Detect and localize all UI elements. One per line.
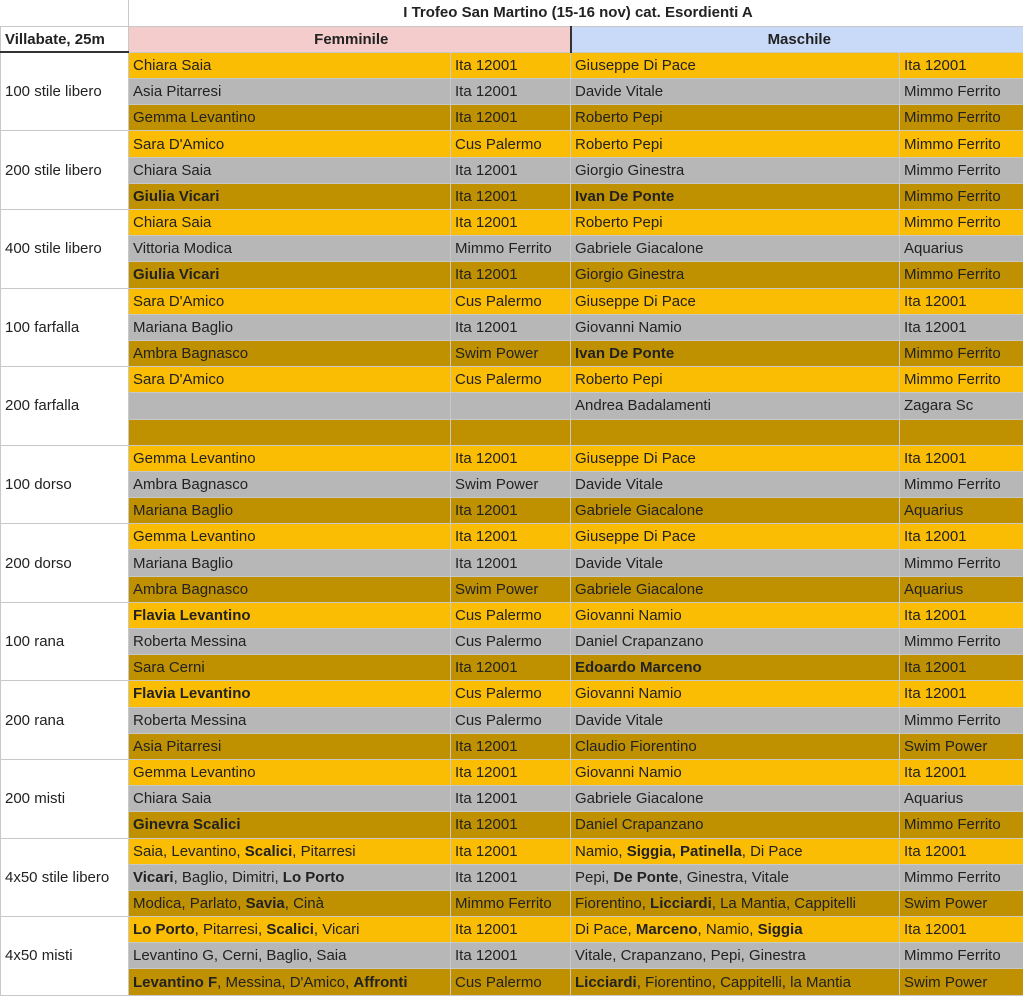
event-name-cell[interactable]: 200 farfalla xyxy=(1,367,129,446)
male-athlete-cell[interactable] xyxy=(571,550,900,576)
female-club-cell[interactable]: Ita 12001 xyxy=(451,759,571,785)
female-club-cell[interactable]: Ita 12001 xyxy=(451,812,571,838)
female-athlete-cell[interactable] xyxy=(129,288,451,314)
female-club-cell[interactable]: Swim Power xyxy=(451,340,571,366)
female-athlete-cell[interactable] xyxy=(129,524,451,550)
event-name-cell[interactable]: 100 farfalla xyxy=(1,288,129,367)
table-row xyxy=(1,733,1023,759)
male-club-cell[interactable]: Mimmo Ferrito xyxy=(900,471,1023,497)
table-row xyxy=(1,838,1023,864)
name-text: , Namio, xyxy=(697,921,758,939)
female-club-cell[interactable]: Cus Palermo xyxy=(451,288,571,314)
name-text: Sara D'Amico xyxy=(133,135,225,153)
event-name-cell[interactable]: 4x50 misti xyxy=(1,917,129,996)
name-text: Levantino G, Cerni, Baglio, Saia xyxy=(133,947,347,965)
name-text: Vittoria Modica xyxy=(133,240,232,258)
name-text: Gabriele Giacalone xyxy=(575,502,704,520)
female-club-cell[interactable]: Cus Palermo xyxy=(451,629,571,655)
name-text: Chiara Saia xyxy=(133,56,212,74)
highlighted-name: Giulia Vicari xyxy=(133,266,220,284)
table-row xyxy=(1,864,1023,890)
name-text: Pepi, xyxy=(575,868,614,886)
female-athlete-cell[interactable] xyxy=(129,340,451,366)
name-text: Davide Vitale xyxy=(575,554,664,572)
table-row xyxy=(1,340,1023,366)
name-text: , Messina, D'Amico, xyxy=(217,973,354,991)
name-text: Roberta Messina xyxy=(133,711,247,729)
male-club-cell[interactable]: Ita 12001 xyxy=(900,655,1023,681)
male-club-cell[interactable]: Swim Power xyxy=(900,733,1023,759)
female-athlete-cell[interactable] xyxy=(129,183,451,209)
table-row xyxy=(1,943,1023,969)
female-club-cell[interactable]: Mimmo Ferrito xyxy=(451,890,571,916)
male-athlete-cell[interactable] xyxy=(571,602,900,628)
male-athlete-cell[interactable] xyxy=(571,445,900,471)
highlighted-name: Flavia Levantino xyxy=(133,606,251,624)
name-text: Roberta Messina xyxy=(133,633,247,651)
table-row xyxy=(1,419,1023,445)
female-club-cell[interactable]: Ita 12001 xyxy=(451,105,571,131)
male-club-cell[interactable]: Aquarius xyxy=(900,498,1023,524)
corner-cell[interactable] xyxy=(1,0,129,26)
female-athlete-cell[interactable] xyxy=(129,681,451,707)
event-name-cell[interactable]: 400 stile libero xyxy=(1,210,129,289)
name-text: Mariana Baglio xyxy=(133,554,234,572)
female-athlete-cell[interactable] xyxy=(129,236,451,262)
male-club-cell[interactable]: Mimmo Ferrito xyxy=(900,340,1023,366)
male-club-cell[interactable]: Mimmo Ferrito xyxy=(900,812,1023,838)
male-club-cell[interactable]: Ita 12001 xyxy=(900,759,1023,785)
male-athlete-cell[interactable] xyxy=(571,340,900,366)
male-athlete-cell[interactable] xyxy=(571,838,900,864)
female-club-cell[interactable] xyxy=(451,393,571,419)
table-row xyxy=(1,969,1023,995)
female-club-cell[interactable]: Ita 12001 xyxy=(451,157,571,183)
highlighted-name: Licciardi xyxy=(575,973,637,991)
male-club-cell[interactable]: Mimmo Ferrito xyxy=(900,550,1023,576)
highlighted-name: Lo Porto xyxy=(282,868,345,886)
name-text: Gemma Levantino xyxy=(133,528,256,546)
name-text: Sara D'Amico xyxy=(133,371,225,389)
table-row xyxy=(1,707,1023,733)
male-athlete-cell[interactable] xyxy=(571,236,900,262)
male-athlete-cell[interactable] xyxy=(571,157,900,183)
female-athlete-cell[interactable] xyxy=(129,79,451,105)
male-athlete-cell[interactable] xyxy=(571,314,900,340)
male-club-cell[interactable]: Mimmo Ferrito xyxy=(900,183,1023,209)
female-athlete-cell[interactable] xyxy=(129,707,451,733)
male-club-cell[interactable]: Mimmo Ferrito xyxy=(900,367,1023,393)
female-club-cell[interactable]: Ita 12001 xyxy=(451,524,571,550)
event-name-cell[interactable]: 200 stile libero xyxy=(1,131,129,210)
name-text: Gemma Levantino xyxy=(133,449,256,467)
highlighted-name: Ivan De Ponte xyxy=(575,345,675,363)
male-club-cell[interactable]: Swim Power xyxy=(900,969,1023,995)
table-row xyxy=(1,759,1023,785)
male-club-cell[interactable]: Mimmo Ferrito xyxy=(900,262,1023,288)
table-row xyxy=(1,890,1023,916)
name-text: Namio, xyxy=(575,842,627,860)
name-text: Di Pace, xyxy=(575,921,636,939)
event-name-cell[interactable]: 200 misti xyxy=(1,759,129,838)
event-name-cell[interactable]: 100 dorso xyxy=(1,445,129,524)
highlighted-name: Flavia Levantino xyxy=(133,685,251,703)
male-club-cell[interactable]: Ita 12001 xyxy=(900,52,1023,78)
female-athlete-cell[interactable] xyxy=(129,105,451,131)
male-club-cell[interactable]: Aquarius xyxy=(900,786,1023,812)
table-row xyxy=(1,183,1023,209)
highlighted-name: Levantino F xyxy=(133,973,218,991)
male-club-cell[interactable]: Mimmo Ferrito xyxy=(900,105,1023,131)
name-text: Asia Pitarresi xyxy=(133,83,222,101)
female-athlete-cell[interactable] xyxy=(129,838,451,864)
name-text: Roberto Pepi xyxy=(575,214,663,232)
name-text: , Baglio, Dimitri, xyxy=(173,868,283,886)
female-club-cell[interactable]: Swim Power xyxy=(451,471,571,497)
name-text: Mariana Baglio xyxy=(133,502,234,520)
name-text: Giovanni Namio xyxy=(575,318,682,336)
name-text: Giovanni Namio xyxy=(575,764,682,782)
female-athlete-cell[interactable] xyxy=(129,131,451,157)
highlighted-name: Marceno xyxy=(635,921,698,939)
table-row xyxy=(1,629,1023,655)
name-text: Modica, Parlato, xyxy=(133,894,246,912)
female-club-cell[interactable]: Cus Palermo xyxy=(451,131,571,157)
event-name-cell[interactable]: 200 rana xyxy=(1,681,129,760)
male-athlete-cell[interactable] xyxy=(571,393,900,419)
name-text: Davide Vitale xyxy=(575,475,664,493)
female-club-cell[interactable]: Ita 12001 xyxy=(451,655,571,681)
male-club-cell[interactable]: Mimmo Ferrito xyxy=(900,79,1023,105)
female-club-cell[interactable]: Ita 12001 xyxy=(451,943,571,969)
male-club-cell[interactable]: Mimmo Ferrito xyxy=(900,157,1023,183)
female-club-cell[interactable]: Cus Palermo xyxy=(451,707,571,733)
female-athlete-cell[interactable] xyxy=(129,445,451,471)
name-text: Claudio Fiorentino xyxy=(575,737,697,755)
venue-cell[interactable]: Villabate, 25m xyxy=(1,26,129,52)
female-club-cell[interactable]: Swim Power xyxy=(451,576,571,602)
highlighted-name: Scalici xyxy=(266,921,314,939)
name-text: Giuseppe Di Pace xyxy=(575,449,696,467)
event-name-cell[interactable]: 100 stile libero xyxy=(1,52,129,131)
name-text: Roberto Pepi xyxy=(575,135,663,153)
male-club-cell[interactable]: Mimmo Ferrito xyxy=(900,864,1023,890)
female-club-cell[interactable]: Ita 12001 xyxy=(451,52,571,78)
name-text: Sara Cerni xyxy=(133,659,205,677)
female-athlete-cell[interactable] xyxy=(129,210,451,236)
table-row xyxy=(1,52,1023,78)
table-row xyxy=(1,471,1023,497)
name-text: Vitale, Crapanzano, Pepi, Ginestra xyxy=(575,947,806,965)
female-club-cell[interactable]: Ita 12001 xyxy=(451,314,571,340)
male-header[interactable]: Maschile xyxy=(571,26,1023,52)
male-club-cell[interactable]: Mimmo Ferrito xyxy=(900,943,1023,969)
male-athlete-cell[interactable] xyxy=(571,890,900,916)
sheet-title[interactable]: I Trofeo San Martino (15-16 nov) cat. Esordienti A xyxy=(129,0,1023,26)
highlighted-name: Licciardi xyxy=(650,894,712,912)
male-athlete-cell[interactable] xyxy=(571,131,900,157)
name-text: , Vicari xyxy=(313,921,360,939)
female-athlete-cell[interactable] xyxy=(129,314,451,340)
highlighted-name: Siggia, Patinella xyxy=(626,842,742,860)
highlighted-name: Ivan De Ponte xyxy=(575,187,675,205)
male-athlete-cell[interactable] xyxy=(571,759,900,785)
male-athlete-cell[interactable] xyxy=(571,786,900,812)
name-text: Asia Pitarresi xyxy=(133,737,222,755)
name-text: Giuseppe Di Pace xyxy=(575,292,696,310)
female-athlete-cell[interactable] xyxy=(129,759,451,785)
event-name-cell[interactable]: 100 rana xyxy=(1,602,129,681)
female-athlete-cell[interactable] xyxy=(129,419,451,445)
event-name-cell[interactable]: 4x50 stile libero xyxy=(1,838,129,917)
male-club-cell[interactable]: Ita 12001 xyxy=(900,445,1023,471)
male-athlete-cell[interactable] xyxy=(571,524,900,550)
name-text: Gabriele Giacalone xyxy=(575,790,704,808)
female-athlete-cell[interactable] xyxy=(129,917,451,943)
male-athlete-cell[interactable] xyxy=(571,576,900,602)
highlighted-name: Affronti xyxy=(353,973,408,991)
table-row xyxy=(1,812,1023,838)
male-club-cell[interactable] xyxy=(900,419,1023,445)
table-row xyxy=(1,498,1023,524)
name-text: , Ginestra, Vitale xyxy=(678,868,789,886)
name-text: Gabriele Giacalone xyxy=(575,580,704,598)
male-club-cell[interactable]: Mimmo Ferrito xyxy=(900,210,1023,236)
name-text: , Pitarresi xyxy=(292,842,356,860)
male-athlete-cell[interactable] xyxy=(571,419,900,445)
table-row xyxy=(1,288,1023,314)
female-club-cell[interactable]: Cus Palermo xyxy=(451,367,571,393)
name-text: Ambra Bagnasco xyxy=(133,475,249,493)
male-athlete-cell[interactable] xyxy=(571,52,900,78)
table-row xyxy=(1,262,1023,288)
male-athlete-cell[interactable] xyxy=(571,367,900,393)
male-athlete-cell[interactable] xyxy=(571,812,900,838)
female-club-cell[interactable]: Ita 12001 xyxy=(451,917,571,943)
male-club-cell[interactable]: Mimmo Ferrito xyxy=(900,131,1023,157)
male-club-cell[interactable]: Mimmo Ferrito xyxy=(900,707,1023,733)
female-club-cell[interactable]: Ita 12001 xyxy=(451,79,571,105)
female-athlete-cell[interactable] xyxy=(129,157,451,183)
highlighted-name: Siggia xyxy=(757,921,803,939)
female-athlete-cell[interactable] xyxy=(129,629,451,655)
highlighted-name: Giulia Vicari xyxy=(133,187,220,205)
table-row xyxy=(1,79,1023,105)
male-athlete-cell[interactable] xyxy=(571,707,900,733)
name-text: Davide Vitale xyxy=(575,711,664,729)
female-club-cell[interactable]: Cus Palermo xyxy=(451,602,571,628)
male-athlete-cell[interactable] xyxy=(571,943,900,969)
name-text: Roberto Pepi xyxy=(575,371,663,389)
highlighted-name: Savia xyxy=(245,894,285,912)
table-row xyxy=(1,314,1023,340)
male-athlete-cell[interactable] xyxy=(571,210,900,236)
name-text: Giovanni Namio xyxy=(575,606,682,624)
table-row xyxy=(1,602,1023,628)
male-athlete-cell[interactable] xyxy=(571,733,900,759)
female-club-cell[interactable]: Ita 12001 xyxy=(451,183,571,209)
name-text: Daniel Crapanzano xyxy=(575,633,704,651)
female-athlete-cell[interactable] xyxy=(129,786,451,812)
male-athlete-cell[interactable] xyxy=(571,288,900,314)
highlighted-name: Scalici xyxy=(244,842,293,860)
name-text: Saia, Levantino, xyxy=(133,842,245,860)
male-athlete-cell[interactable] xyxy=(571,262,900,288)
name-text: Mariana Baglio xyxy=(133,318,234,336)
table-row xyxy=(1,576,1023,602)
highlighted-name: Edoardo Marceno xyxy=(575,659,702,677)
female-club-cell[interactable]: Ita 12001 xyxy=(451,262,571,288)
female-athlete-cell[interactable] xyxy=(129,864,451,890)
female-athlete-cell[interactable] xyxy=(129,498,451,524)
female-club-cell[interactable]: Ita 12001 xyxy=(451,210,571,236)
female-athlete-cell[interactable] xyxy=(129,52,451,78)
male-athlete-cell[interactable] xyxy=(571,864,900,890)
table-row xyxy=(1,157,1023,183)
table-row xyxy=(1,236,1023,262)
male-athlete-cell[interactable] xyxy=(571,969,900,995)
name-text: Roberto Pepi xyxy=(575,109,663,127)
name-text: Chiara Saia xyxy=(133,161,212,179)
male-club-cell[interactable]: Ita 12001 xyxy=(900,524,1023,550)
female-athlete-cell[interactable] xyxy=(129,733,451,759)
female-athlete-cell[interactable] xyxy=(129,471,451,497)
table-row xyxy=(1,550,1023,576)
male-athlete-cell[interactable] xyxy=(571,105,900,131)
name-text: , Di Pace xyxy=(741,842,803,860)
table-row xyxy=(1,681,1023,707)
table-row xyxy=(1,917,1023,943)
female-athlete-cell[interactable] xyxy=(129,655,451,681)
name-text: Giuseppe Di Pace xyxy=(575,528,696,546)
female-club-cell[interactable]: Ita 12001 xyxy=(451,786,571,812)
female-club-cell[interactable]: Cus Palermo xyxy=(451,969,571,995)
name-text: Sara D'Amico xyxy=(133,292,225,310)
male-club-cell[interactable]: Ita 12001 xyxy=(900,681,1023,707)
female-athlete-cell[interactable] xyxy=(129,576,451,602)
name-text: Giovanni Namio xyxy=(575,685,682,703)
highlighted-name: Vicari xyxy=(133,868,174,886)
table-row xyxy=(1,367,1023,393)
male-athlete-cell[interactable] xyxy=(571,655,900,681)
male-athlete-cell[interactable] xyxy=(571,79,900,105)
female-club-cell[interactable]: Ita 12001 xyxy=(451,838,571,864)
male-club-cell[interactable]: Swim Power xyxy=(900,890,1023,916)
female-club-cell[interactable]: Ita 12001 xyxy=(451,550,571,576)
name-text: Gemma Levantino xyxy=(133,109,256,127)
name-text: , Fiorentino, Cappitelli, la Mantia xyxy=(636,973,851,991)
female-athlete-cell[interactable] xyxy=(129,943,451,969)
name-text: Gabriele Giacalone xyxy=(575,240,704,258)
male-club-cell[interactable]: Ita 12001 xyxy=(900,288,1023,314)
female-club-cell[interactable]: Ita 12001 xyxy=(451,864,571,890)
name-text: Daniel Crapanzano xyxy=(575,816,704,834)
female-athlete-cell[interactable] xyxy=(129,393,451,419)
name-text: Gemma Levantino xyxy=(133,764,256,782)
name-text: Giorgio Ginestra xyxy=(575,161,685,179)
male-club-cell[interactable]: Ita 12001 xyxy=(900,838,1023,864)
female-club-cell[interactable]: Ita 12001 xyxy=(451,733,571,759)
name-text: Andrea Badalamenti xyxy=(575,397,711,415)
female-club-cell[interactable]: Mimmo Ferrito xyxy=(451,236,571,262)
male-athlete-cell[interactable] xyxy=(571,629,900,655)
highlighted-name: Ginevra Scalici xyxy=(133,816,241,834)
table-row xyxy=(1,210,1023,236)
female-athlete-cell[interactable] xyxy=(129,262,451,288)
male-athlete-cell[interactable] xyxy=(571,681,900,707)
male-club-cell[interactable]: Ita 12001 xyxy=(900,602,1023,628)
male-club-cell[interactable]: Aquarius xyxy=(900,576,1023,602)
female-athlete-cell[interactable] xyxy=(129,969,451,995)
highlighted-name: De Ponte xyxy=(613,868,679,886)
female-athlete-cell[interactable] xyxy=(129,890,451,916)
name-text: Giorgio Ginestra xyxy=(575,266,685,284)
female-club-cell[interactable]: Ita 12001 xyxy=(451,498,571,524)
table-row xyxy=(1,524,1023,550)
name-text: Giuseppe Di Pace xyxy=(575,56,696,74)
male-club-cell[interactable]: Ita 12001 xyxy=(900,314,1023,340)
name-text: , La Mantia, Cappitelli xyxy=(711,894,856,912)
name-text: Davide Vitale xyxy=(575,83,664,101)
results-body xyxy=(1,52,1023,995)
male-athlete-cell[interactable] xyxy=(571,917,900,943)
table-row xyxy=(1,393,1023,419)
male-athlete-cell[interactable] xyxy=(571,183,900,209)
female-club-cell[interactable]: Ita 12001 xyxy=(451,445,571,471)
male-athlete-cell[interactable] xyxy=(571,498,900,524)
female-athlete-cell[interactable] xyxy=(129,550,451,576)
female-athlete-cell[interactable] xyxy=(129,812,451,838)
name-text: Chiara Saia xyxy=(133,214,212,232)
name-text: Chiara Saia xyxy=(133,790,212,808)
female-athlete-cell[interactable] xyxy=(129,367,451,393)
name-text: Ambra Bagnasco xyxy=(133,580,249,598)
male-athlete-cell[interactable] xyxy=(571,471,900,497)
name-text: Fiorentino, xyxy=(575,894,651,912)
table-row xyxy=(1,445,1023,471)
female-athlete-cell[interactable] xyxy=(129,602,451,628)
name-text: , Cinà xyxy=(284,894,324,912)
female-club-cell[interactable]: Cus Palermo xyxy=(451,681,571,707)
male-club-cell[interactable]: Ita 12001 xyxy=(900,917,1023,943)
male-club-cell[interactable]: Aquarius xyxy=(900,236,1023,262)
female-club-cell[interactable] xyxy=(451,419,571,445)
table-row xyxy=(1,131,1023,157)
name-text: Ambra Bagnasco xyxy=(133,345,249,363)
female-header[interactable]: Femminile xyxy=(129,26,571,52)
table-row xyxy=(1,655,1023,681)
male-club-cell[interactable]: Zagara Sc xyxy=(900,393,1023,419)
male-club-cell[interactable]: Mimmo Ferrito xyxy=(900,629,1023,655)
table-row xyxy=(1,105,1023,131)
event-name-cell[interactable]: 200 dorso xyxy=(1,524,129,603)
table-row xyxy=(1,786,1023,812)
highlighted-name: Lo Porto xyxy=(133,921,195,939)
name-text: , Pitarresi, xyxy=(194,921,267,939)
